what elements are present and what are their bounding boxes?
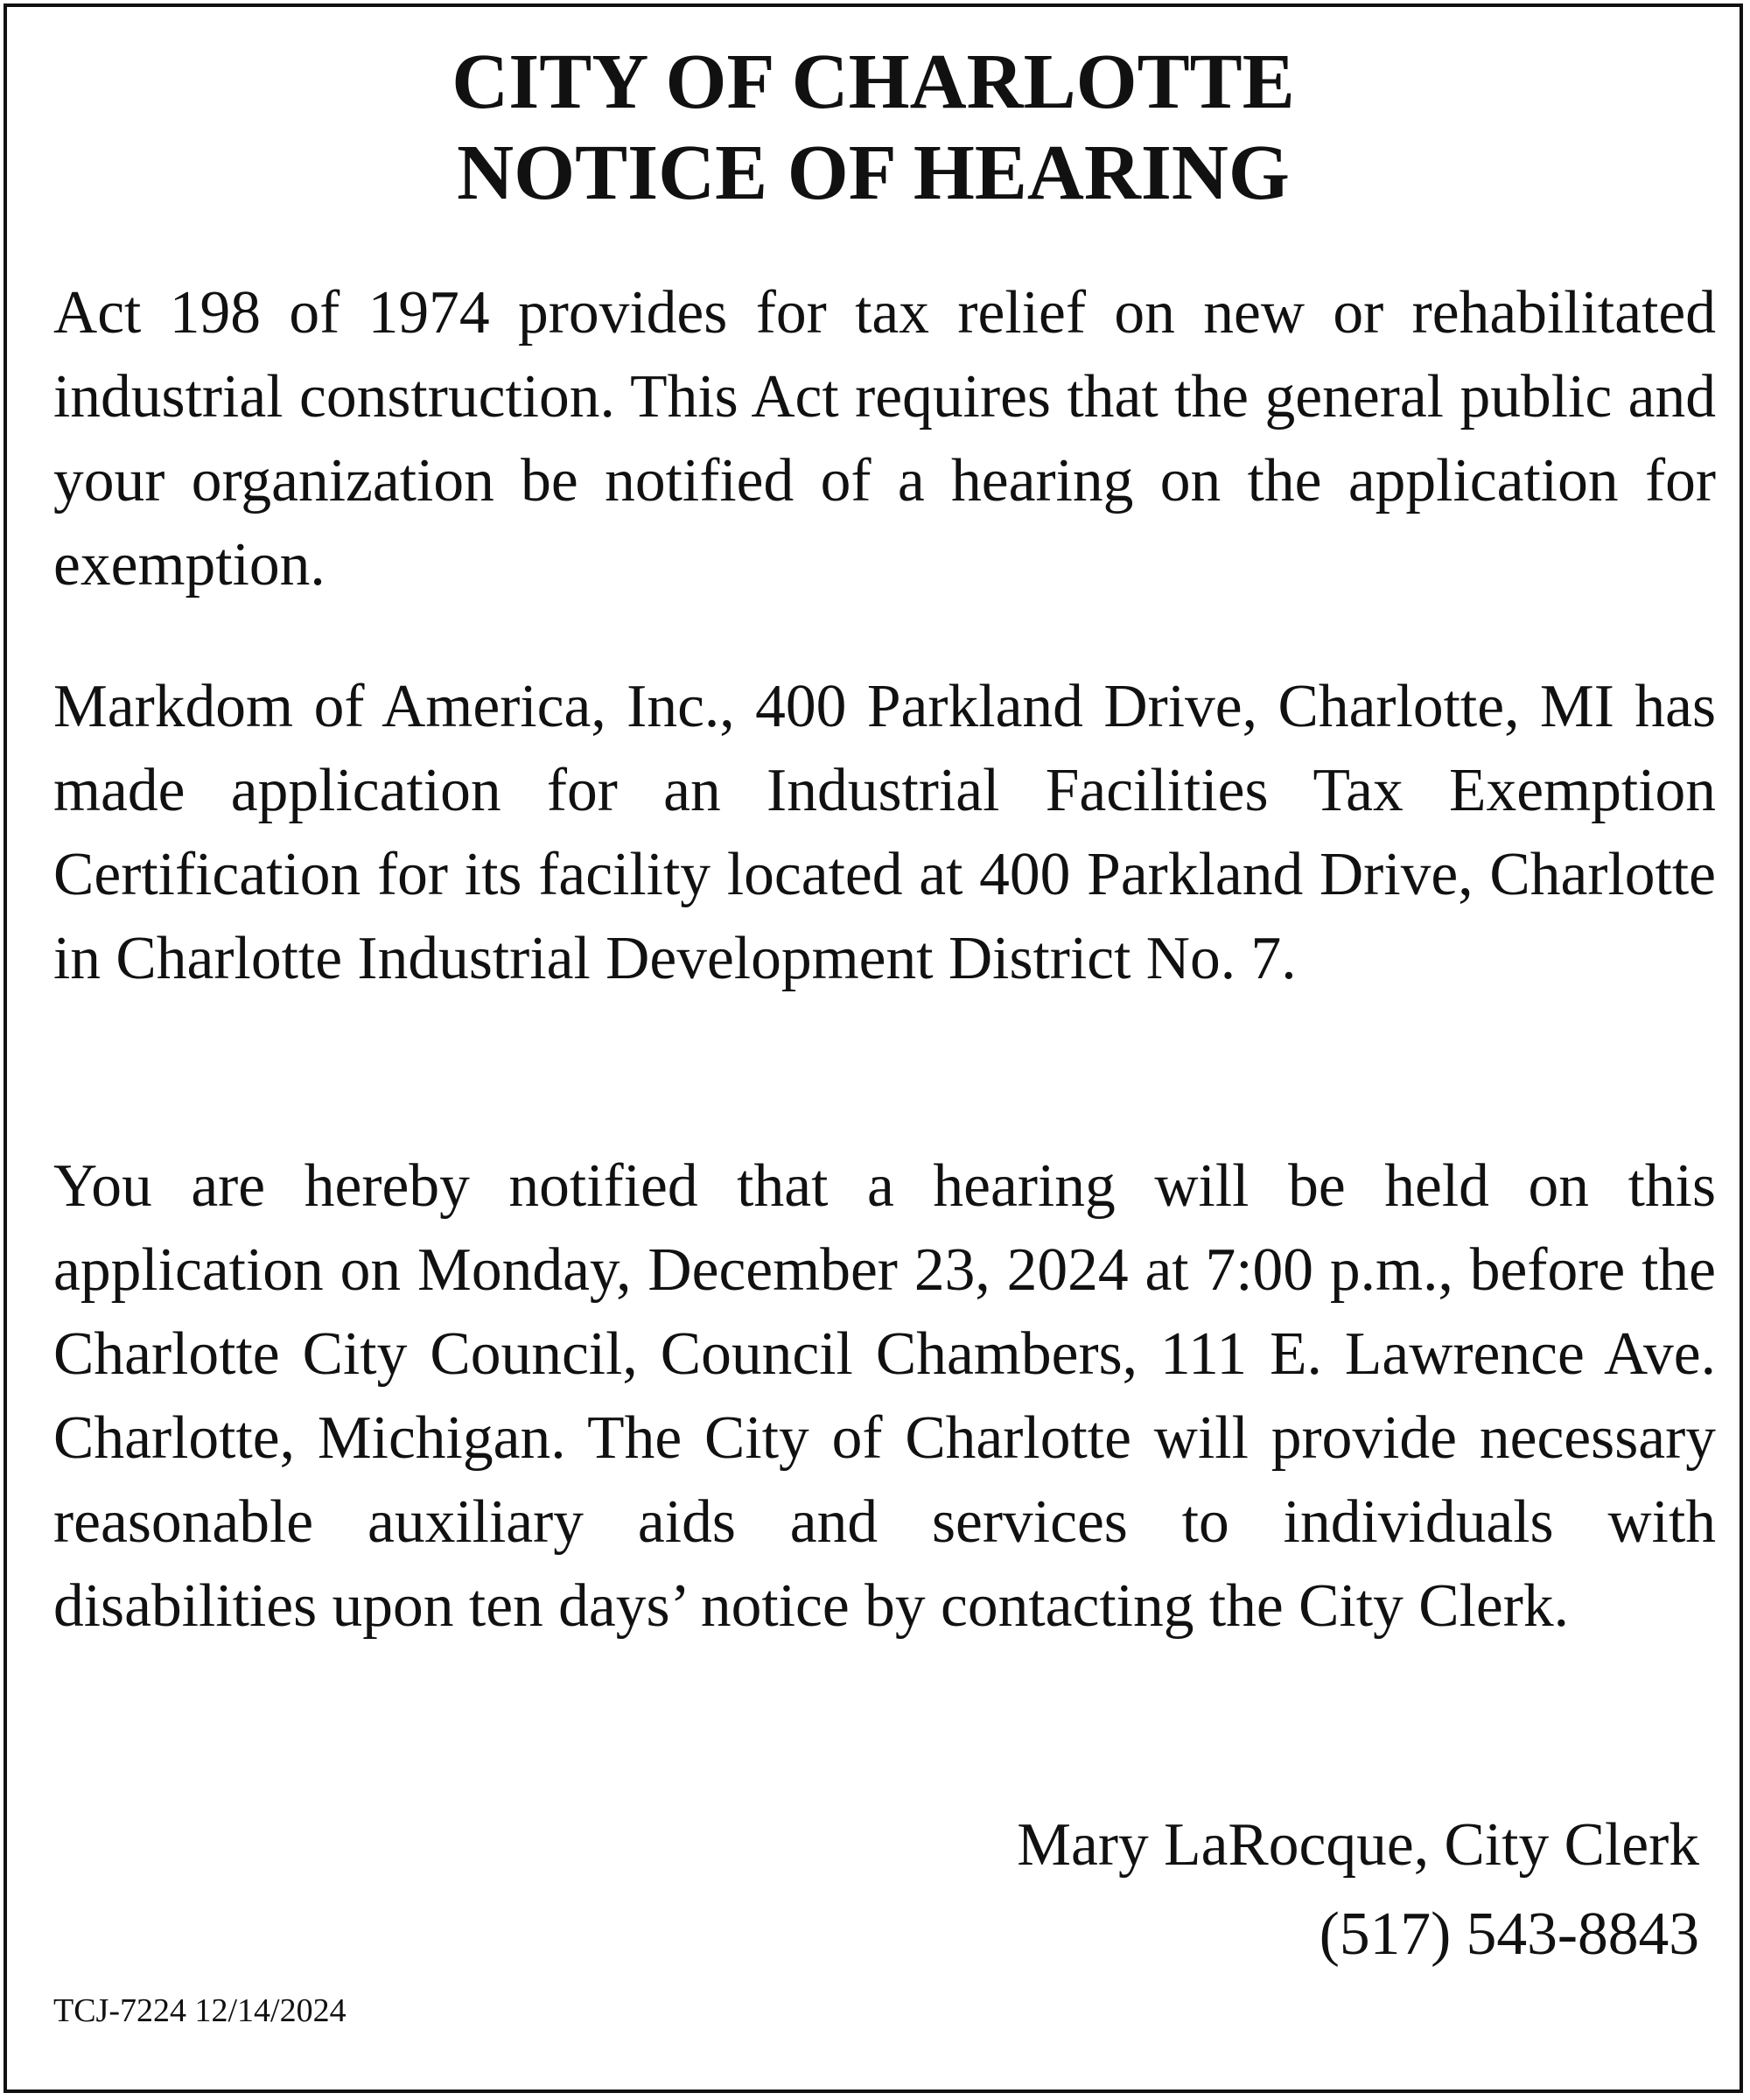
paragraph-hearing-details: You are hereby notified that a hearing will be held on this application on Monday, December 23, 2024 at 7:00 p.m., before the Charlotte City Council, Council Chambers, 111 E. Lawrence Ave. Charlotte, Michigan. The City of Charlotte will provide necessary reasonable auxiliary aids and services to individuals with disabilities upon ten days’ notice by contacting the City Clerk.	[53, 1152, 1716, 1640]
paragraph-act-198: Act 198 of 1974 provides for tax relief on new or rehabilitated industrial construction. This Act requires that the general public and your organization be notified of a hearing on the application for exemption.	[53, 279, 1716, 598]
notice-title-city: CITY OF CHARLOTTE	[452, 38, 1295, 125]
signature-name-title: Mary LaRocque, City Clerk	[1017, 1811, 1699, 1879]
paragraph-applicant: Markdom of America, Inc., 400 Parkland Drive, Charlotte, MI has made application for an Industrial Facilities Tax Exemption Certification for its facility located at 400 Parkland Drive, Charlotte in Charlotte Industrial Development District No. 7.	[53, 673, 1716, 992]
signature-phone: (517) 543-8843	[1319, 1900, 1699, 1968]
public-notice	[4, 4, 1743, 2093]
notice-title-hearing: NOTICE OF HEARING	[457, 130, 1290, 216]
publication-reference: TCJ-7224 12/14/2024	[53, 1992, 346, 2029]
